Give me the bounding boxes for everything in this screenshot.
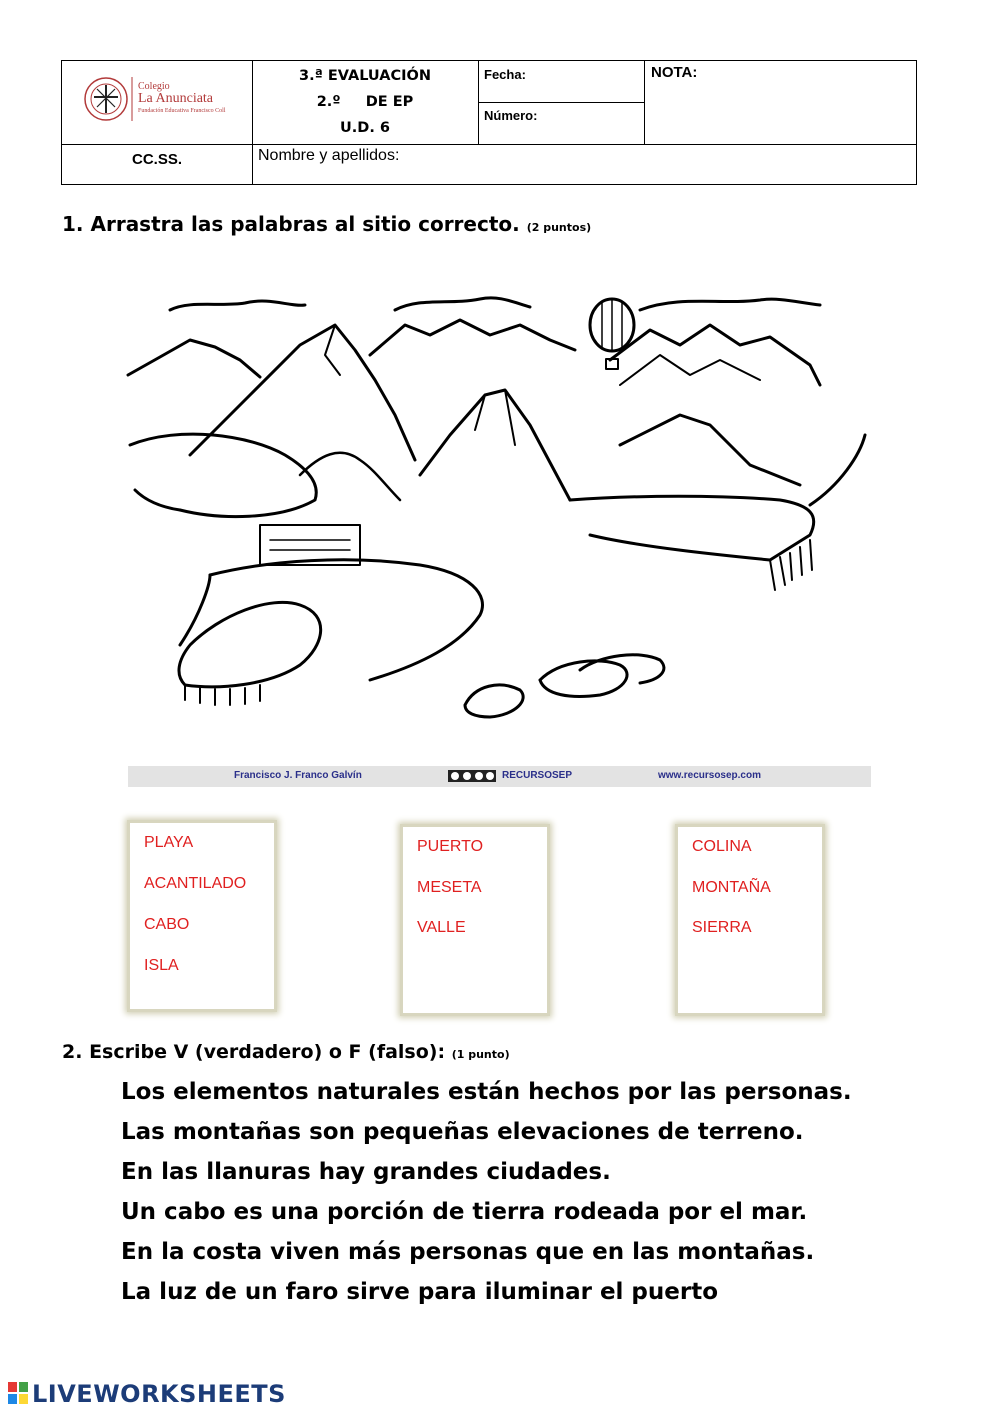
statement-6[interactable]: La luz de un faro sirve para iluminar el puerto xyxy=(121,1279,719,1305)
nota-label: NOTA: xyxy=(651,64,698,81)
word-isla[interactable]: ISLA xyxy=(144,957,179,974)
evaluation-info xyxy=(252,61,478,147)
word-sierra[interactable]: SIERRA xyxy=(692,919,752,936)
logo-text-foundation: Fundación Educativa Francisco Coll xyxy=(138,108,226,114)
statement-4[interactable]: Un cabo es una porción de tierra rodeada por el mar. xyxy=(121,1199,808,1225)
statements-list xyxy=(121,1072,852,1312)
divider xyxy=(644,61,645,145)
footer-brand-text: LIVEWORKSHEETS xyxy=(32,1380,286,1408)
statement-3[interactable]: En las llanuras hay grandes ciudades. xyxy=(121,1159,611,1185)
statement-1[interactable]: Los elementos naturales están hechos por las personas. xyxy=(121,1079,852,1105)
question-2-text: Escribe V (verdadero) o F (falso): xyxy=(89,1041,446,1063)
word-box-3 xyxy=(675,824,825,1016)
cc-license-icon xyxy=(448,770,496,785)
landscape-illustration xyxy=(120,285,880,730)
evaluation-label: 3.ª EVALUACIÓN xyxy=(299,68,431,84)
question-1-points: (2 puntos) xyxy=(526,221,592,234)
word-box-1 xyxy=(127,820,277,1012)
credit-bar xyxy=(128,766,871,787)
name-label: Nombre y apellidos: xyxy=(258,147,400,164)
course-label: 2.º DE EP xyxy=(316,94,414,110)
credit-author: Francisco J. Franco Galvín xyxy=(234,770,362,781)
word-playa[interactable]: PLAYA xyxy=(144,834,194,851)
statement-2[interactable]: Las montañas son pequeñas elevaciones de terreno. xyxy=(121,1119,804,1145)
unit-label: U.D. 6 xyxy=(340,120,390,136)
logo-text-school: La Anunciata xyxy=(138,91,214,106)
word-meseta[interactable]: MESETA xyxy=(417,879,482,896)
credit-site: www.recursosep.com xyxy=(658,770,761,781)
word-box-2 xyxy=(400,824,550,1016)
credit-brand: RECURSOSEP xyxy=(502,770,573,781)
question-2-title xyxy=(62,1041,510,1063)
word-colina[interactable]: COLINA xyxy=(692,838,752,855)
word-puerto[interactable]: PUERTO xyxy=(417,838,484,855)
header-table xyxy=(61,60,917,185)
word-valle[interactable]: VALLE xyxy=(417,919,466,936)
question-1-text: Arrastra las palabras al sitio correcto. xyxy=(90,212,520,236)
subject-label: CC.SS. xyxy=(131,151,182,168)
statement-5[interactable]: En la costa viven más personas que en las montañas. xyxy=(121,1239,815,1265)
numero-label: Número: xyxy=(484,108,538,123)
word-cabo[interactable]: CABO xyxy=(144,916,190,933)
question-2-number: 2. xyxy=(62,1041,83,1063)
divider xyxy=(478,61,479,145)
word-montana[interactable]: MONTAÑA xyxy=(692,879,771,896)
question-2-points: (1 punto) xyxy=(451,1048,510,1061)
divider xyxy=(478,102,644,103)
footer-brand xyxy=(8,1380,286,1410)
question-1-title xyxy=(62,212,591,236)
word-acantilado[interactable]: ACANTILADO xyxy=(144,875,247,892)
question-1-number: 1. xyxy=(62,212,84,236)
fecha-label: Fecha: xyxy=(484,67,526,82)
logo-text-colegio: Colegio xyxy=(138,81,170,92)
liveworksheets-logo-icon xyxy=(8,1382,28,1404)
school-logo xyxy=(82,69,252,129)
